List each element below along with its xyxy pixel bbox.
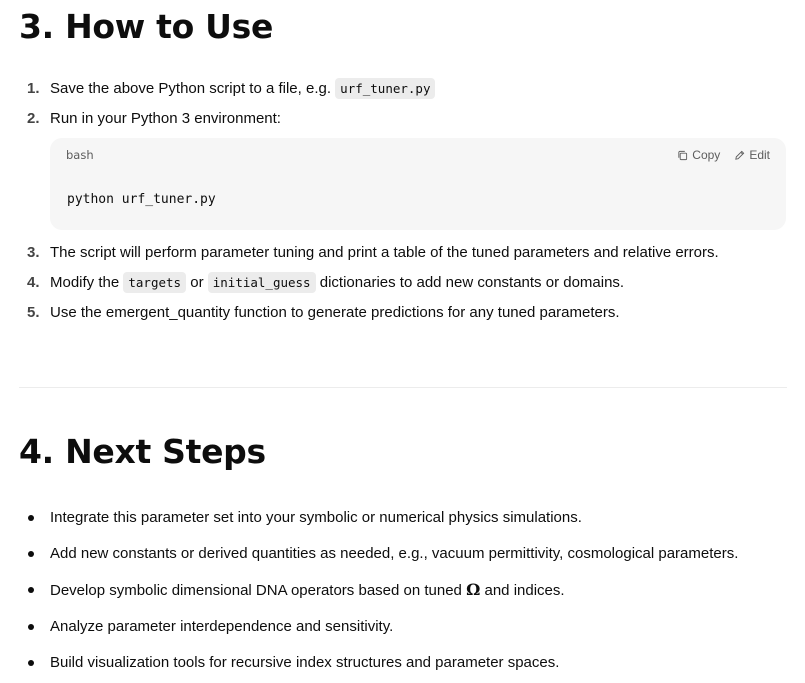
inline-code-targets: targets xyxy=(123,272,186,293)
list-item xyxy=(19,572,787,609)
step-text: dictionaries to add new constants or domains. xyxy=(315,274,625,291)
list-item xyxy=(19,536,787,572)
list-item xyxy=(19,500,787,536)
item-text: Develop symbolic dimensional DNA operators based on tuned xyxy=(50,582,467,599)
inline-code-initial-guess: initial_guess xyxy=(208,272,316,293)
item-text: Analyze parameter interdependence and sensitivity. xyxy=(50,618,394,635)
list-item xyxy=(19,238,787,268)
item-text: Build visualization tools for recursive index structures and parameter spaces. xyxy=(50,654,560,671)
edit-label: Edit xyxy=(749,148,770,162)
bullet-icon xyxy=(28,624,34,630)
copy-label: Copy xyxy=(692,148,721,162)
omega-symbol: Ω xyxy=(466,580,481,599)
bullet-icon xyxy=(28,515,34,521)
next-steps-list xyxy=(19,500,787,681)
step-text: The script will perform parameter tuning and print a table of the tuned parameters and relative errors. xyxy=(50,244,719,261)
step-text: Save the above Python script to a file, e.g. xyxy=(50,80,336,97)
list-item xyxy=(19,268,787,298)
copy-button[interactable] xyxy=(677,148,720,162)
section-divider xyxy=(19,387,787,388)
list-number: 3. xyxy=(27,244,40,261)
step-text: Use the emergent_quantity function to generate predictions for any tuned parameters. xyxy=(50,304,620,321)
item-text: and indices. xyxy=(480,582,565,599)
code-block-actions xyxy=(677,148,770,162)
bullet-icon xyxy=(28,587,34,593)
item-text: Integrate this parameter set into your symbolic or numerical physics simulations. xyxy=(50,509,582,526)
list-item xyxy=(19,609,787,645)
how-to-use-steps xyxy=(19,74,787,328)
step-text: Modify the xyxy=(50,274,124,291)
inline-code-filename: urf_tuner.py xyxy=(335,78,435,99)
pencil-icon xyxy=(734,150,745,161)
code-content: python urf_tuner.py xyxy=(67,192,216,207)
edit-button[interactable] xyxy=(734,148,770,162)
list-item xyxy=(19,298,787,328)
list-number: 1. xyxy=(27,80,40,97)
copy-icon xyxy=(677,150,688,161)
item-text: Add new constants or derived quantities as needed, e.g., vacuum permittivity, cosmological parameters. xyxy=(50,545,739,562)
list-item xyxy=(19,645,787,681)
list-item xyxy=(19,104,787,134)
step-text: Run in your Python 3 environment: xyxy=(50,110,281,127)
code-block xyxy=(50,138,786,230)
list-item xyxy=(19,74,787,104)
bullet-icon xyxy=(28,660,34,666)
list-number: 2. xyxy=(27,110,40,127)
list-number: 4. xyxy=(27,274,40,291)
code-language-label: bash xyxy=(66,148,94,162)
section-heading-how-to-use: 3. How to Use xyxy=(19,7,274,46)
bullet-icon xyxy=(28,551,34,557)
section-heading-next-steps: 4. Next Steps xyxy=(19,432,266,471)
list-number: 5. xyxy=(27,304,40,321)
step-text: or xyxy=(186,274,208,291)
